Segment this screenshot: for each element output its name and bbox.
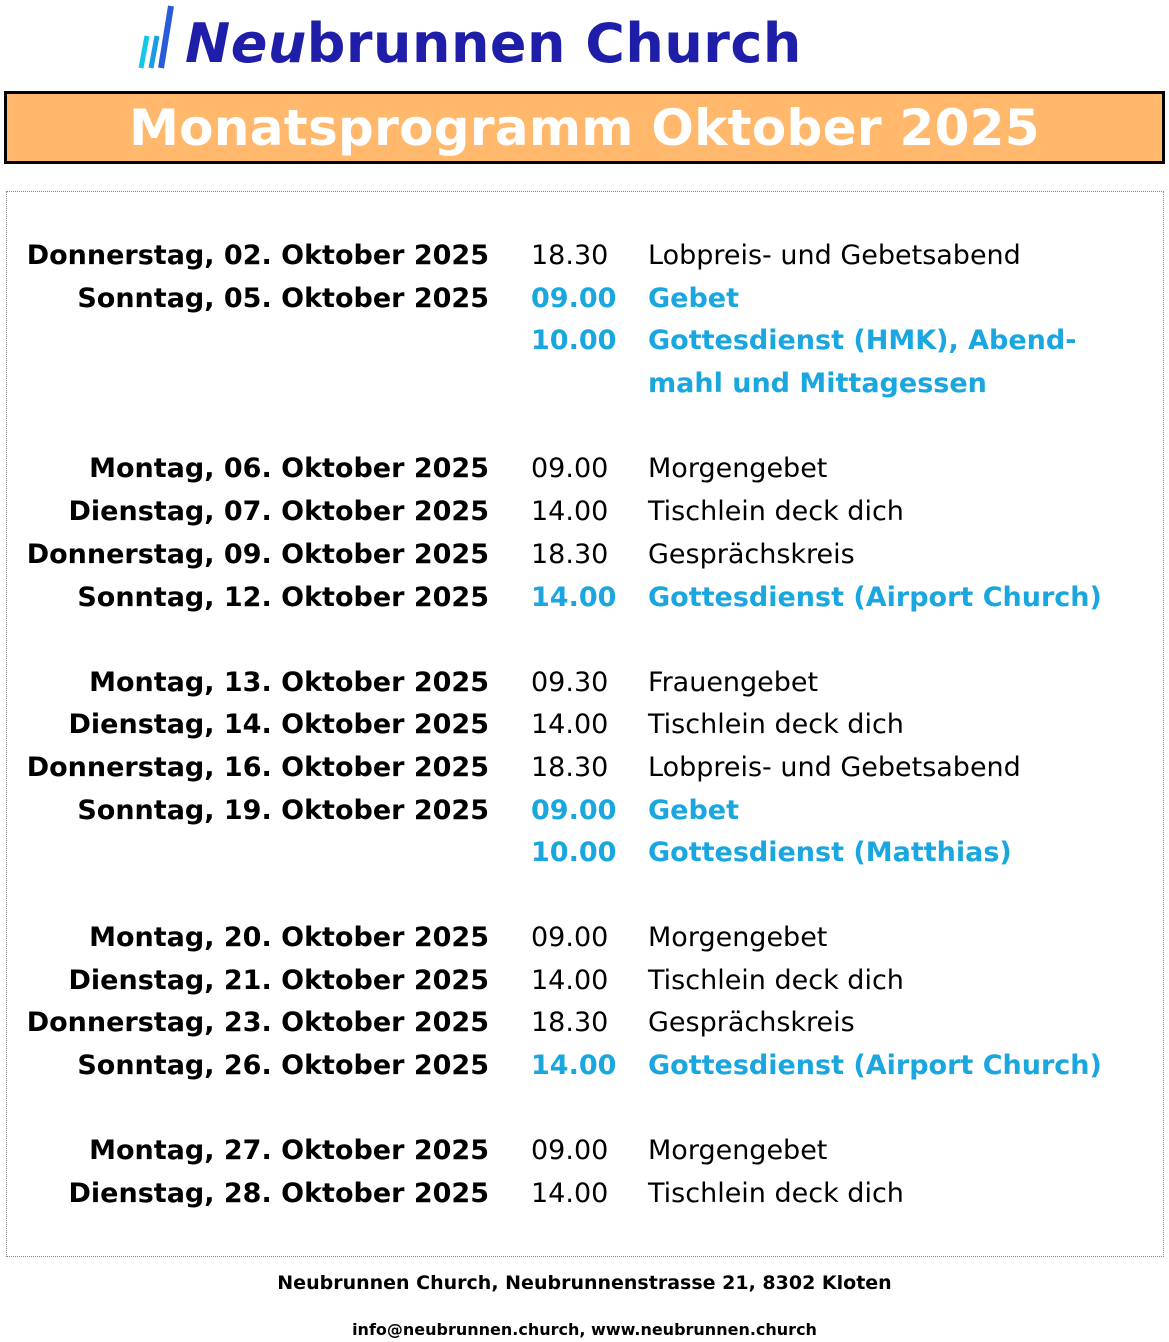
event-description: mahl und Mittagessen	[648, 368, 987, 399]
page-title: Monatsprogramm Oktober 2025	[129, 98, 1040, 157]
event-description: Morgengebet	[648, 922, 828, 953]
event-description: Gesprächskreis	[648, 539, 855, 570]
schedule-row	[0, 490, 1169, 533]
schedule-row	[0, 789, 1169, 832]
schedule-row	[0, 746, 1169, 789]
event-time: 14.00	[531, 496, 609, 527]
event-date: Montag, 06. Oktober 2025	[89, 453, 489, 484]
schedule-row	[0, 831, 1169, 874]
schedule-row	[0, 533, 1169, 576]
event-description: Tischlein deck dich	[648, 709, 904, 740]
event-date: Donnerstag, 23. Oktober 2025	[26, 1007, 489, 1038]
event-date: Dienstag, 14. Oktober 2025	[68, 709, 489, 740]
event-date: Sonntag, 12. Oktober 2025	[77, 582, 489, 613]
event-description: Gottesdienst (Airport Church)	[648, 582, 1102, 613]
event-date: Donnerstag, 02. Oktober 2025	[26, 240, 489, 271]
event-time: 14.00	[531, 709, 609, 740]
title-banner	[4, 91, 1165, 164]
event-time: 18.30	[531, 539, 609, 570]
event-time: 10.00	[531, 837, 617, 868]
schedule-row	[0, 661, 1169, 704]
event-time: 14.00	[531, 1178, 609, 1209]
event-time: 09.00	[531, 453, 609, 484]
event-time: 14.00	[531, 965, 609, 996]
schedule-row	[0, 319, 1169, 362]
church-logo	[133, 0, 802, 78]
event-description: Morgengebet	[648, 1135, 828, 1166]
event-time: 09.00	[531, 1135, 609, 1166]
schedule-row	[0, 576, 1169, 619]
schedule-row	[0, 1001, 1169, 1044]
schedule-row	[0, 703, 1169, 746]
event-description: Lobpreis- und Gebetsabend	[648, 752, 1021, 783]
schedule-row	[0, 447, 1169, 490]
event-date: Donnerstag, 16. Oktober 2025	[26, 752, 489, 783]
event-time: 14.00	[531, 1050, 617, 1081]
event-time: 09.30	[531, 667, 609, 698]
event-description: Gottesdienst (HMK), Abend-	[648, 325, 1077, 356]
schedule-row	[0, 234, 1169, 277]
event-description: Lobpreis- und Gebetsabend	[648, 240, 1021, 271]
event-description: Gesprächskreis	[648, 1007, 855, 1038]
event-date: Sonntag, 26. Oktober 2025	[77, 1050, 489, 1081]
event-description: Frauengebet	[648, 667, 819, 698]
event-date: Dienstag, 28. Oktober 2025	[68, 1178, 489, 1209]
event-date: Dienstag, 07. Oktober 2025	[68, 496, 489, 527]
logo-prefix: Neu	[185, 12, 307, 75]
event-time: 14.00	[531, 582, 617, 613]
event-time: 10.00	[531, 325, 617, 356]
event-description: Gottesdienst (Airport Church)	[648, 1050, 1102, 1081]
event-time: 18.30	[531, 752, 609, 783]
logo-rest: brunnen Church	[306, 12, 802, 75]
footer-contact: info@neubrunnen.church, www.neubrunnen.church	[352, 1320, 817, 1339]
event-time: 09.00	[531, 795, 617, 826]
event-description: Morgengebet	[648, 453, 828, 484]
event-time: 18.30	[531, 240, 609, 271]
schedule-row	[0, 959, 1169, 1002]
footer-address: Neubrunnen Church, Neubrunnenstrasse 21, 8302 Kloten	[277, 1272, 892, 1294]
schedule-row	[0, 277, 1169, 320]
logo-text	[185, 14, 802, 74]
event-time: 09.00	[531, 283, 617, 314]
event-time: 18.30	[531, 1007, 609, 1038]
schedule-row	[0, 1172, 1169, 1215]
event-date: Dienstag, 21. Oktober 2025	[68, 965, 489, 996]
event-description: Gebet	[648, 283, 740, 314]
schedule-row	[0, 1129, 1169, 1172]
schedule-row	[0, 1044, 1169, 1087]
event-description: Tischlein deck dich	[648, 496, 904, 527]
event-time: 09.00	[531, 922, 609, 953]
event-description: Tischlein deck dich	[648, 1178, 904, 1209]
event-date: Sonntag, 19. Oktober 2025	[77, 795, 489, 826]
schedule-row	[0, 362, 1169, 405]
event-date: Montag, 20. Oktober 2025	[89, 922, 489, 953]
event-date: Montag, 13. Oktober 2025	[89, 667, 489, 698]
event-description: Gottesdienst (Matthias)	[648, 837, 1012, 868]
schedule-row	[0, 916, 1169, 959]
event-date: Donnerstag, 09. Oktober 2025	[26, 539, 489, 570]
event-date: Montag, 27. Oktober 2025	[89, 1135, 489, 1166]
event-date: Sonntag, 05. Oktober 2025	[77, 283, 489, 314]
event-description: Tischlein deck dich	[648, 965, 904, 996]
event-description: Gebet	[648, 795, 740, 826]
